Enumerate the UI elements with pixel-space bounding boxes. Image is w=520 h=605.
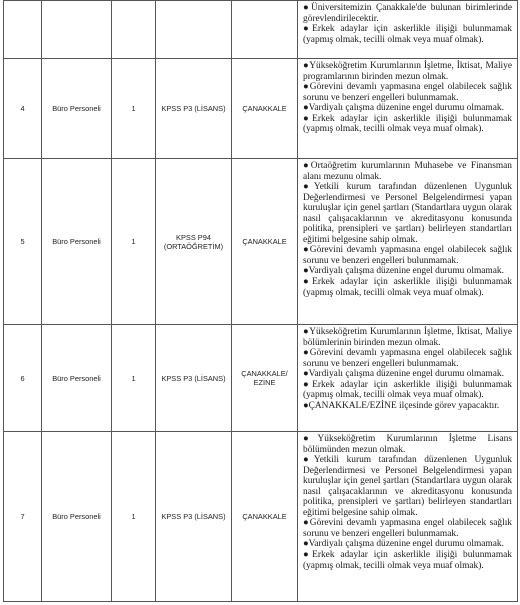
position-title: Büro Personeli: [42, 59, 112, 159]
requirement-item: ●Vardiyalı çalışma düzenine engel durumu olmamak.: [303, 103, 504, 114]
requirement-item: ●Görevini devamlı yapmasına engel olabilecek sağlık sorunu ve benzeri engelleri bulunmamak.: [303, 82, 512, 103]
table-row: [4, 432, 518, 602]
location-line: ÇANAKKALE/: [241, 369, 288, 378]
requirement-item: ●Yetkili kurum tarafından düzenlenen Uygunluk Değerlendirmesi ve Personel Belgelendirmesi yapan kuruluşlar için genel şartları (Standartlara uygun olarak nasıl çalışacaklarının ve akreditasyonu konusunda politika, prensipleri ve şartları) belirleyen standartları eğitimi belgesine sahip olmak.: [303, 455, 512, 518]
location-line: ÇANAKKALE: [242, 237, 287, 246]
kpss-line: KPSS P3 (LİSANS): [161, 373, 226, 383]
row-number: 5: [4, 159, 42, 325]
table-row: [4, 325, 518, 432]
requirement-item: ●Erkek adaylar için askerlikle ilişiği bulunmamak (yapmış olmak, tecilli olmak veya muaf olmak).: [303, 113, 512, 135]
position-title: Büro Personeli: [42, 432, 112, 602]
position-title: Büro Personeli: [42, 159, 112, 325]
requirement-item: ●Vardiyalı çalışma düzenine engel durumu olmamak.: [303, 539, 504, 550]
location-line: EZİNE: [253, 378, 276, 387]
kpss-type: [156, 432, 232, 602]
work-location: [232, 59, 298, 159]
document-page: [3, 0, 517, 602]
kpss-line: (ORTAÖĞRETİM): [163, 241, 224, 251]
requirements-cell: [298, 1, 518, 59]
position-count: 1: [112, 432, 156, 602]
position-title: Büro Personeli: [42, 325, 112, 432]
requirement-item: ●ÇANAKKALE/EZİNE ilçesinde görev yapacaktır.: [303, 400, 500, 411]
position-count: 1: [112, 325, 156, 432]
positions-table: [3, 0, 518, 602]
row-number: 6: [4, 325, 42, 432]
table-row: [4, 1, 518, 59]
requirement-item: ●Yükseköğretim Kurumlarının İşletme, İktisat, Maliye programlarının birinden mezun olmak.: [303, 61, 512, 82]
kpss-type: [156, 159, 232, 325]
position-count: 1: [112, 159, 156, 325]
requirement-item: ●Erkek adaylar için askerlikle ilişiği bulunmamak (yapmış olmak, tecilli olmak veya muaf olmak).: [303, 24, 512, 45]
requirement-item: ●Yükseköğretim Kurumlarının İşletme, İktisat, Maliye bölümlerinin birinden mezun olmak.: [303, 327, 512, 348]
requirements-cell: [298, 432, 518, 602]
requirements-cell: [298, 325, 518, 432]
work-location: [232, 432, 298, 602]
row-number: [4, 1, 42, 59]
requirement-item: ●Görevini devamlı yapmasına engel olabilecek sağlık sorunu ve benzeri engelleri bulunmamak.: [303, 245, 512, 266]
kpss-line: KPSS P94: [176, 232, 211, 242]
location-line: ÇANAKKALE: [242, 104, 287, 113]
position-count: 1: [112, 59, 156, 159]
requirement-item: ●Vardiyalı çalışma düzenine engel durumu olmamak.: [303, 369, 504, 380]
requirement-item: ●Vardiyalı çalışma düzenine engel durumu olmamak.: [303, 266, 504, 277]
requirement-item: ●Erkek adaylar için askerlikle ilişiği bulunmamak (yapmış olmak, tecilli olmak veya muaf olmak).: [303, 550, 512, 571]
kpss-line: KPSS P3 (LİSANS): [161, 104, 226, 113]
requirement-item: ●Görevini devamlı yapmasına engel olabilecek sağlık sorunu ve benzeri engelleri bulunmamak.: [303, 518, 512, 539]
requirements-cell: [298, 159, 518, 325]
location-line: ÇANAKKALE: [242, 512, 287, 521]
work-location: [232, 1, 298, 59]
table-row: [4, 159, 518, 325]
requirement-item: ●Yetkili kurum tarafından düzenlenen Uygunluk Değerlendirmesi ve Personel Belgelendirmesi yapan kuruluşlar için genel şartları (Standartlara uygun olarak nasıl çalışacaklarının ve akreditasyonu konusunda politika, prensipleri ve şartları) belirleyen standartları eğitimi belgesine sahip olmak.: [303, 182, 512, 245]
position-title: [42, 1, 112, 59]
work-location: [232, 159, 298, 325]
table-row: [4, 59, 518, 159]
requirement-item: ●Üniversitemizin Çanakkale'de bulunan birimlerinde görevlendirilecektir.: [303, 3, 512, 24]
row-number: 4: [4, 59, 42, 159]
kpss-type: [156, 325, 232, 432]
requirement-item: ●Ortaöğretim kurumlarının Muhasebe ve Finansman alanı mezunu olmak.: [303, 161, 512, 182]
kpss-type: [156, 59, 232, 159]
kpss-line: KPSS P3 (LİSANS): [161, 512, 226, 521]
position-count: [112, 1, 156, 59]
requirements-cell: [298, 59, 518, 159]
work-location: [232, 325, 298, 432]
kpss-type: [156, 1, 232, 59]
row-number: 7: [4, 432, 42, 602]
requirement-item: ●Erkek adaylar için askerlikle ilişiği bulunmamak (yapmış olmak, tecilli olmak veya muaf olmak).: [303, 379, 512, 401]
requirement-item: ●Yükseköğretim Kurumlarının İşletme Lisans bölümünden mezun olmak.: [303, 434, 512, 455]
requirement-item: ●Görevini devamlı yapmasına engel olabilecek sağlık sorunu ve benzeri engelleri bulunmamak.: [303, 348, 512, 369]
requirement-item: ●Erkek adaylar için askerlikle ilişiği bulunmamak (yapmış olmak, tecilli olmak veya muaf olmak).: [303, 277, 512, 298]
